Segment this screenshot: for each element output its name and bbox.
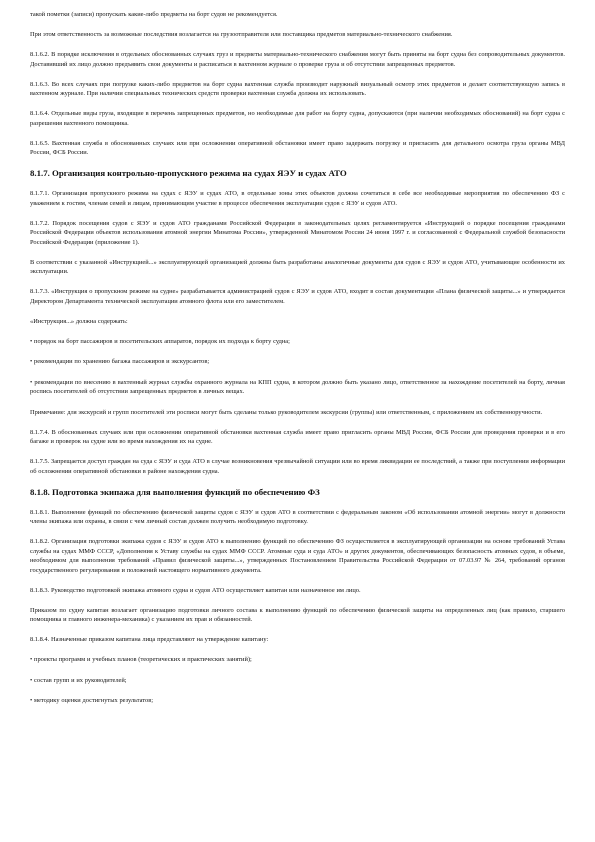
list-item: • методику оценки достигнутых результатов;	[30, 697, 153, 704]
paragraph: «Инструкция...» должна содержать:	[30, 317, 128, 325]
paragraph: 8.1.6.4. Отдельные виды груза, входящие в перечень запрещенных предметов, но необходимые для работ на борту судна, допускаются (при наличии необходимых обоснований) на борт судна с разрешения вахтенного помощника.	[30, 110, 565, 127]
paragraph: Примечание: для экскурсий и групп посетителей эти росписи могут быть сделаны только руководителем экскурсии (группы) или ответственным, с приложением их собственноручности.	[30, 408, 543, 416]
paragraph: 8.1.7.1. Организация пропускного режима на судах с ЯЭУ и судах АТО, в отдельные зоны этих объектов должна сочетаться в себе все необходимые мероприятия по обеспечению ФЗ с уважением к гостям, членам семей и лицам, принимающим участие в процессе обеспечения эксплуатации судов с ЯЭУ и судов АТО.	[30, 190, 565, 207]
list-item: • состав групп и их руководителей;	[30, 676, 127, 684]
list-item: • проекты программ и учебных планов (теоретических и практических занятий);	[30, 656, 252, 663]
list-item: • рекомендации по внесению в вахтенный журнал службы охранного журнала на КПП судна, в котором должно быть указано лицо, ответственное за нахождение посетителей на борту, личная роспись посетителей об отсутствии запрещенных предметов в личных вещах.	[30, 378, 565, 395]
paragraph: такой пометки (записи) пропускать какие-либо предметы на борт судов не рекомендуется.	[30, 11, 278, 18]
list-item: • рекомендации по хранению багажа пассажиров и экскурсантов;	[30, 358, 210, 365]
list-item: • порядок на борт пассажиров и посетительских аппаратов, порядок их подхода к борту судна;	[30, 337, 290, 345]
section-heading: 8.1.8. Подготовка экипажа для выполнения функций по обеспечению ФЗ	[30, 486, 320, 497]
paragraph: 8.1.7.2. Порядок посещения судов с ЯЭУ и судов АТО гражданами Российской Федерации в законодательных целях регламентируется «Инструкцией о порядке посещения гражданами Российской Федерации объектов использования атомной энергии Минатома России», утвержденной Минатомом России 24 июня 1997 г. и согласованной с Федеральной службой безопасности Российской Федерации (приложение 1).	[30, 219, 565, 246]
paragraph: 8.1.8.1. Выполнение функций по обеспечению физической защиты судов с ЯЭУ и судов АТО в соответствии с федеральным законом «Об использовании атомной энергии» могут в должности члены экипажа или охраны, в связи с чем личный состав должен получить необходимую подготовку.	[30, 508, 565, 525]
paragraph: 8.1.8.3. Руководство подготовкой экипажа атомного судна и судов АТО осуществляет капитан или назначенное им лицо.	[30, 586, 361, 594]
paragraph: 8.1.6.2. В порядке исключения в отдельных обоснованных случаях груз и предметы материально-технического снабжения могут быть приняты на борт судна без сопроводительных документов. Доставивший их лицо должно предъявить свои документы и расписаться в вахтенном журнале о проверке груза и об отсутствии запрещенных предметов.	[30, 51, 565, 68]
paragraph: 8.1.7.4. В обоснованных случаях или при осложнении оперативной обстановки вахтенная служба имеет право пригласить органы МВД России, ФСБ России для проведения проверки и в его багаже и проверок на судне или во время нахождения их на судне.	[30, 428, 565, 445]
paragraph: В соответствии с указанной «Инструкцией...» эксплуатирующей организацией должны быть разработаны аналогичные документы для судов с ЯЭУ и судов АТО, учитывающие особенности их эксплуатации.	[30, 258, 565, 275]
paragraph: 8.1.7.3. «Инструкция о пропускном режиме на судне» разрабатывается администрацией судов с ЯЭУ и судов АТО, входит в состав документации «Плана физической защиты...» и утверждается Директором Департамента технической эксплуатации атомного флота или его заместителем.	[30, 288, 565, 305]
paragraph: 8.1.8.4. Назначенные приказом капитана лица представляют на утверждение капитану:	[30, 636, 269, 643]
paragraph: 8.1.7.5. Запрещается доступ граждан на суда с ЯЭУ и суда АТО в случае возникновения чрезвычайной ситуации или во время ликвидации ее последствий, а также при поступлении информации об осложнении оперативной обстановки в районе нахождения судна.	[30, 458, 565, 475]
paragraph: Приказом по судну капитан возлагает организацию подготовки личного состава к выполнению функций по обеспечению физической защиты на определенных лиц (как правило, старшего помощника и главного инженера-механика) с указанием их прав и обязанностей.	[30, 606, 565, 623]
document-page	[30, 10, 565, 717]
paragraph: 8.1.6.5. Вахтенная служба в обоснованных случаях или при осложнении оперативной обстановки имеет право задержать погрузку и пригласить для детального осмотра груза органы МВД России, ФСБ России.	[30, 139, 565, 156]
paragraph: При этом ответственность за возможные последствия возлагается на грузоотправителя или поставщика предметов материально-технического снабжения.	[30, 31, 453, 38]
section-heading: 8.1.7. Организация контрольно-пропускного режима на судах ЯЭУ и судах АТО	[30, 168, 347, 178]
paragraph: 8.1.8.2. Организация подготовки экипажа судов с ЯЭУ и судов АТО к выполнению функций по обеспечению ФЗ осуществляется в эксплуатирующей организации на основе требований Устава службы на судах ММФ СССР, «Дополнения к Уставу службы на судах ММФ СССР. Атомные суда и суда АТО» и других документов, обеспечивающих безопасность атомных судов, в объеме, необходимом для выполнения требований «Правил физической защиты...», утвержденных Постановлением Правительства Российской Федерации от 07.03.97 № 264, требований органов государственного регулирования и положений настоящего нормативного документа.	[30, 538, 565, 574]
paragraph: 8.1.6.3. Во всех случаях при погрузке каких-либо предметов на борт судна вахтенная служба производит наружный визуальный осмотр этих предметов и делает соответствующую запись в вахтенном журнале. При наличии специальных технических средств проверки вахтенная служба должна их использовать.	[30, 80, 565, 97]
